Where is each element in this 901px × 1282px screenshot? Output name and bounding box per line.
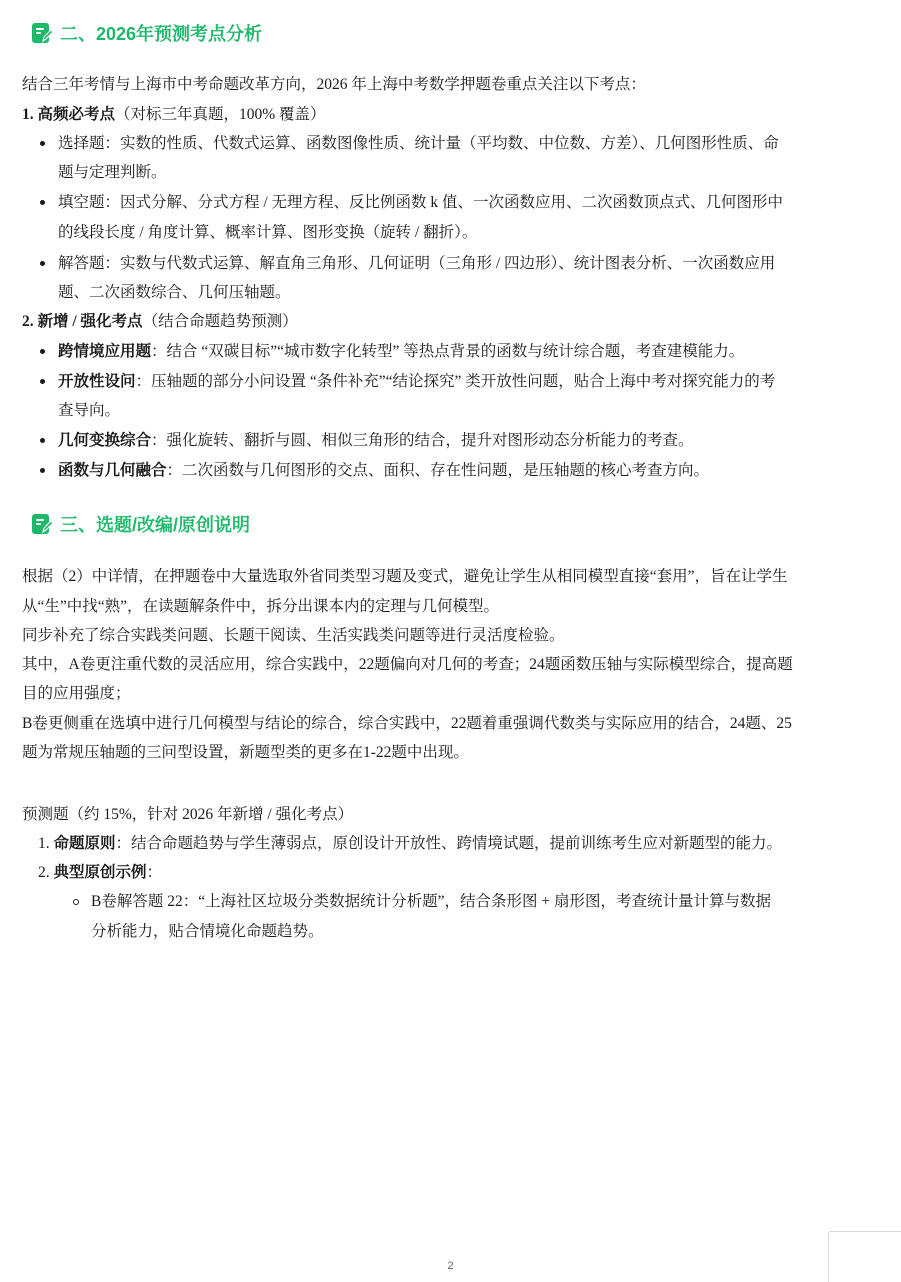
paragraph-line: 根据（2）中详情，在押题卷中大量选取外省同类型习题及变式，避免让学生从相同模型直接“套用”，旨在让学生 <box>22 568 788 585</box>
sub-item-line: 分析能力，贴合情境化命题趋势。 <box>91 923 324 940</box>
bullet-dot <box>40 141 45 146</box>
group-title-note: （结合命题趋势预测） <box>142 313 298 330</box>
edit-note-icon <box>30 21 54 45</box>
item-keyword: 命题原则 <box>53 835 116 852</box>
paragraph-line: 从“生”中找“熟”，在读题解条件中，拆分出课本内的定理与几何模型。 <box>22 598 500 615</box>
section-title: 二、2026年预测考点分析 <box>60 24 263 44</box>
section-heading <box>30 20 262 46</box>
bullet-dot <box>40 349 45 354</box>
numbered-item <box>38 833 782 855</box>
numbered-item <box>38 862 162 884</box>
bullet-dot <box>40 200 45 205</box>
item-text: ：强化旋转、翻折与圆、相似三角形的结合，提升对图形动态分析能力的考查。 <box>151 432 694 449</box>
group-title <box>22 104 326 126</box>
group-title <box>22 311 298 333</box>
list-item-line <box>58 430 694 452</box>
group-title-note: （对标三年真题，100% 覆盖） <box>115 106 326 123</box>
item-keyword: 典型原创示例 <box>53 864 147 881</box>
section-heading <box>30 511 250 537</box>
item-text: ：结合 “双碳目标”“城市数字化转型” 等热点背景的函数与统计综合题，考查建模能力。 <box>151 343 745 360</box>
bullet-dot <box>40 379 45 384</box>
list-item-line <box>58 371 775 393</box>
list-item-line: 题、二次函数综合、几何压轴题。 <box>58 284 291 301</box>
intro-text: 结合三年考情与上海市中考命题改革方向，2026 年上海中考数学押题卷重点关注以下考点： <box>22 76 646 93</box>
paragraph-line: 其中，A卷更注重代数的灵活应用，综合实践中，22题偏向对几何的考查；24题函数压轴与实际模型综合，提高题 <box>22 656 793 673</box>
paragraph-line: 题为常规压轴题的三问型设置，新题型类的更多在1-22题中出现。 <box>22 744 469 761</box>
item-keyword: 函数与几何融合 <box>58 462 167 479</box>
paragraph-line: 同步补充了综合实践类问题、长题干阅读、生活实践类问题等进行灵活度检验。 <box>22 627 565 644</box>
list-item-line: 的线段长度 / 角度计算、概率计算、图形变换（旋转 / 翻折）。 <box>58 224 478 241</box>
bullet-dot <box>40 261 45 266</box>
group-title-bold: 2. 新增 / 强化考点 <box>22 313 143 330</box>
item-number: 1. <box>38 835 50 852</box>
sub-item-line: B卷解答题 22：“上海社区垃圾分类数据统计分析题”，结合条形图 + 扇形图，考查统计量计算与数据 <box>91 893 771 910</box>
item-keyword: 跨情境应用题 <box>58 343 152 360</box>
list-item-line: 选择题：实数的性质、代数式运算、函数图像性质、统计量（平均数、中位数、方差）、几何图形性质、命 <box>58 135 779 152</box>
section-title: 三、选题/改编/原创说明 <box>60 515 251 535</box>
item-text: ：二次函数与几何图形的交点、面积、存在性问题，是压轴题的核心考查方向。 <box>166 462 710 479</box>
sub-bullet-circle <box>73 899 79 905</box>
prediction-intro: 预测题（约 15%，针对 2026 年新增 / 强化考点） <box>22 806 354 823</box>
item-keyword: 几何变换综合 <box>58 432 152 449</box>
list-item-line: 题与定理判断。 <box>58 164 167 181</box>
list-item-line: 填空题：因式分解、分式方程 / 无理方程、反比例函数 k 值、一次函数应用、二次函数顶点式、几何图形中 <box>58 194 784 211</box>
item-keyword: 开放性设问 <box>58 373 136 390</box>
item-text: ：结合命题趋势与学生薄弱点，原创设计开放性、跨情境试题，提前训练考生应对新题型的能力。 <box>115 835 783 852</box>
list-item-line <box>58 460 709 482</box>
paragraph-line: 目的应用强度； <box>22 685 131 702</box>
item-text: ：压轴题的部分小问设置 “条件补充”“结论探究” 类开放性问题，贴合上海中考对探究能力的考 <box>135 373 776 390</box>
group-title-bold: 1. 高频必考点 <box>22 106 116 123</box>
list-item-line: 查导向。 <box>58 402 121 419</box>
page-number: 2 <box>447 1260 454 1272</box>
edit-note-icon <box>30 512 54 536</box>
list-item-line <box>58 341 744 363</box>
item-number: 2. <box>38 864 50 881</box>
bullet-dot <box>40 468 45 473</box>
bullet-dot <box>40 438 45 443</box>
list-item-line: 解答题：实数与代数式运算、解直角三角形、几何证明（三角形 / 四边形）、统计图表分析、一次函数应用 <box>58 255 776 272</box>
item-text: ： <box>146 864 163 881</box>
corner-widget <box>828 1231 901 1282</box>
paragraph-line: B卷更侧重在选填中进行几何模型与结论的综合，综合实践中，22题着重强调代数类与实际应用的结合，24题、25 <box>22 715 792 732</box>
